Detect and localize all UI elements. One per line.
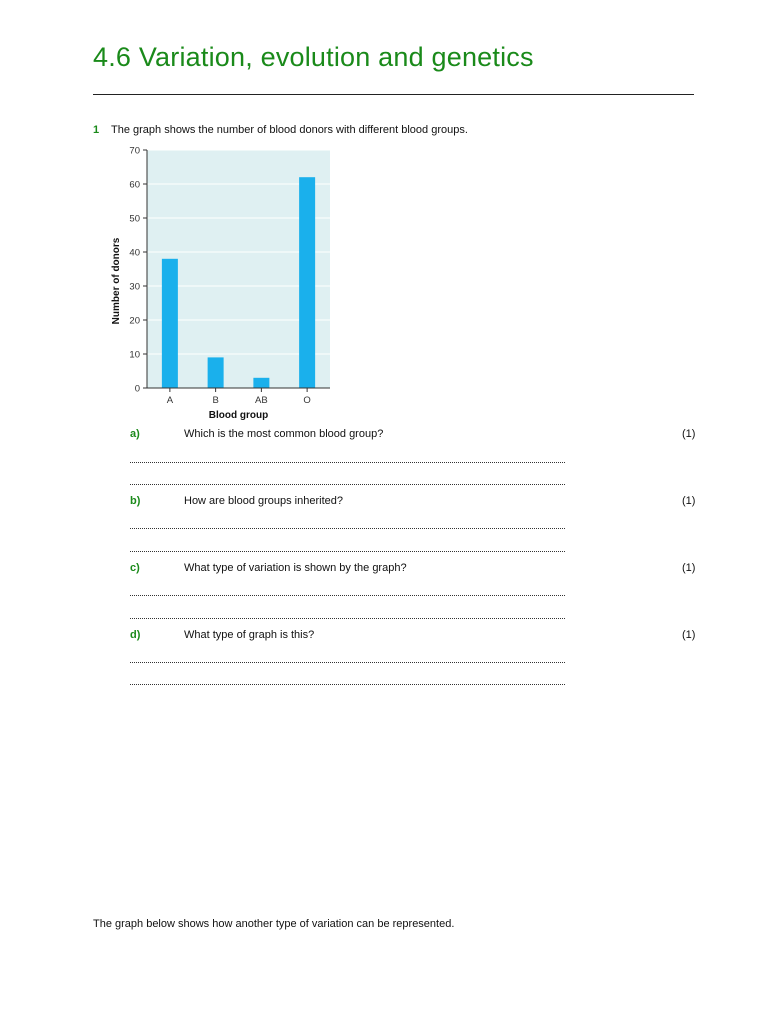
x-tick-label-b: B: [212, 395, 219, 406]
subquestion-b-marks: (1): [682, 495, 696, 507]
y-tick-label-30: 30: [129, 281, 140, 293]
y-tick-label-60: 60: [129, 179, 140, 191]
subquestion-a-text: Which is the most common blood group?: [184, 428, 384, 440]
answer-line-b1[interactable]: [130, 528, 565, 529]
x-axis-label: Blood group: [208, 410, 269, 421]
bar-chart-svg: [100, 140, 340, 425]
blood-group-chart: [100, 140, 340, 425]
answer-line-a2[interactable]: [130, 484, 565, 485]
answer-line-a1[interactable]: [130, 462, 565, 463]
subquestion-d-marks: (1): [682, 629, 696, 641]
y-tick-label-10: 10: [129, 349, 140, 361]
subquestion-d-text: What type of graph is this?: [184, 629, 315, 641]
subquestion-c-label: c): [130, 562, 140, 574]
footer-text: The graph below shows how another type of variation can be represented.: [93, 918, 455, 930]
subquestion-d-label: d): [130, 629, 141, 641]
subquestion-a-marks: (1): [682, 428, 696, 440]
y-axis-label: Number of donors: [111, 237, 122, 325]
y-tick-label-70: 70: [129, 145, 140, 157]
title-divider: [93, 94, 694, 95]
answer-line-d2[interactable]: [130, 684, 565, 685]
answer-line-c1[interactable]: [130, 595, 565, 596]
subquestion-b-text: How are blood groups inherited?: [184, 495, 343, 507]
page-title: 4.6 Variation, evolution and genetics: [93, 42, 534, 72]
y-tick-label-50: 50: [129, 213, 140, 225]
y-tick-label-40: 40: [129, 247, 140, 259]
x-tick-label-a: A: [166, 395, 174, 406]
answer-line-c2[interactable]: [130, 618, 565, 619]
x-tick-label-ab: AB: [255, 395, 268, 406]
y-tick-label-20: 20: [129, 315, 140, 327]
question-text: The graph shows the number of blood donors with different blood groups.: [111, 124, 468, 136]
subquestion-b-label: b): [130, 495, 141, 507]
x-tick-label-o: O: [303, 395, 311, 406]
answer-line-b2[interactable]: [130, 551, 565, 552]
subquestion-c-marks: (1): [682, 562, 696, 574]
answer-line-d1[interactable]: [130, 662, 565, 663]
subquestion-c-text: What type of variation is shown by the graph?: [184, 562, 407, 574]
bar-b: [208, 357, 224, 388]
bar-a: [162, 259, 178, 388]
bar-ab: [253, 378, 269, 388]
y-tick-label-0: 0: [134, 383, 140, 395]
question-number: 1: [93, 124, 100, 136]
subquestion-a-label: a): [130, 428, 140, 440]
bar-o: [299, 177, 315, 388]
